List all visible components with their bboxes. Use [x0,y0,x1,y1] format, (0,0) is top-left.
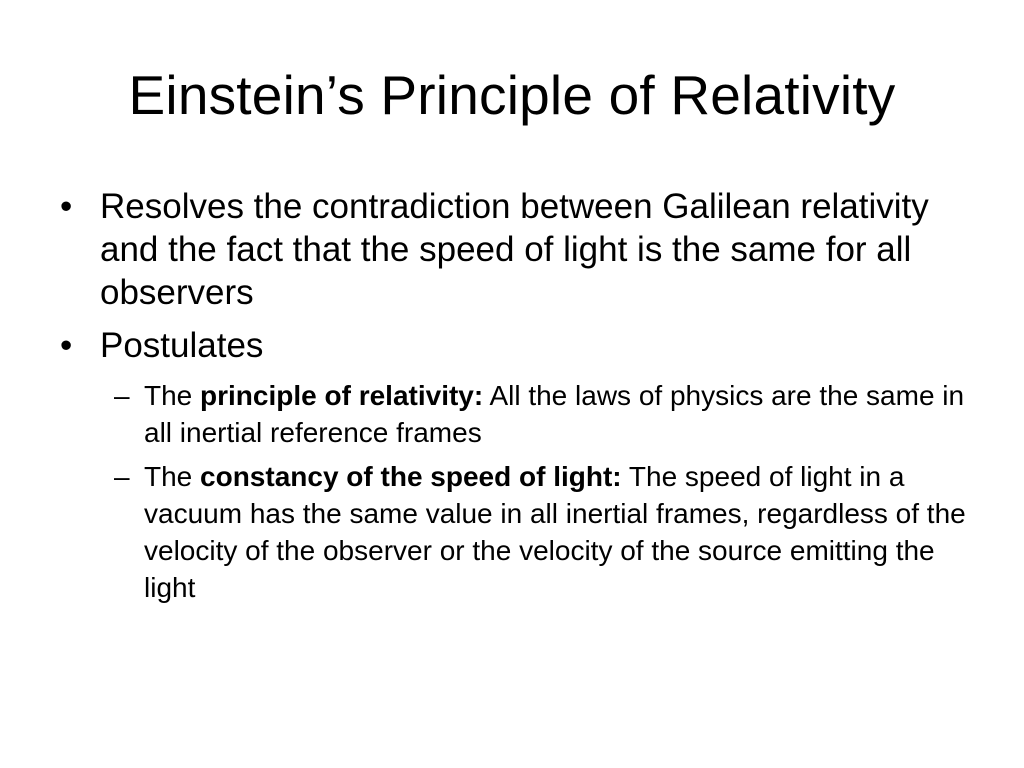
bullet-text: Postulates [100,326,264,365]
sub-bullet-text: All the laws of physics are the same in all inertial reference frames [144,380,965,448]
slide-title: Einstein’s Principle of Relativity [128,64,896,126]
sub-bullet-text: The speed of light in a vacuum has the same value in all inertial frames, regardless of the velocity of the observer or the velocity of the source emitting the light [144,461,966,603]
dash-marker: – [114,380,130,411]
bullet-text: Resolves the contradiction between Galilean relativity and the fact that the speed of light is the same for all observers [100,187,929,312]
sub-bullet-prefix: The [144,380,201,411]
bullet-marker: • [60,187,73,226]
sub-bullet-bold-term: constancy of the speed of light: [200,461,622,492]
bullet-marker: • [60,326,73,365]
sub-bullet-item [114,377,976,451]
slide-content [56,185,976,613]
bullet-item [56,185,976,314]
bullet-item [56,324,976,367]
sub-bullet-item [114,458,976,606]
dash-marker: – [114,461,130,492]
sub-bullet-prefix: The [144,461,201,492]
sub-bullet-bold-term: principle of relativity: [200,380,484,411]
